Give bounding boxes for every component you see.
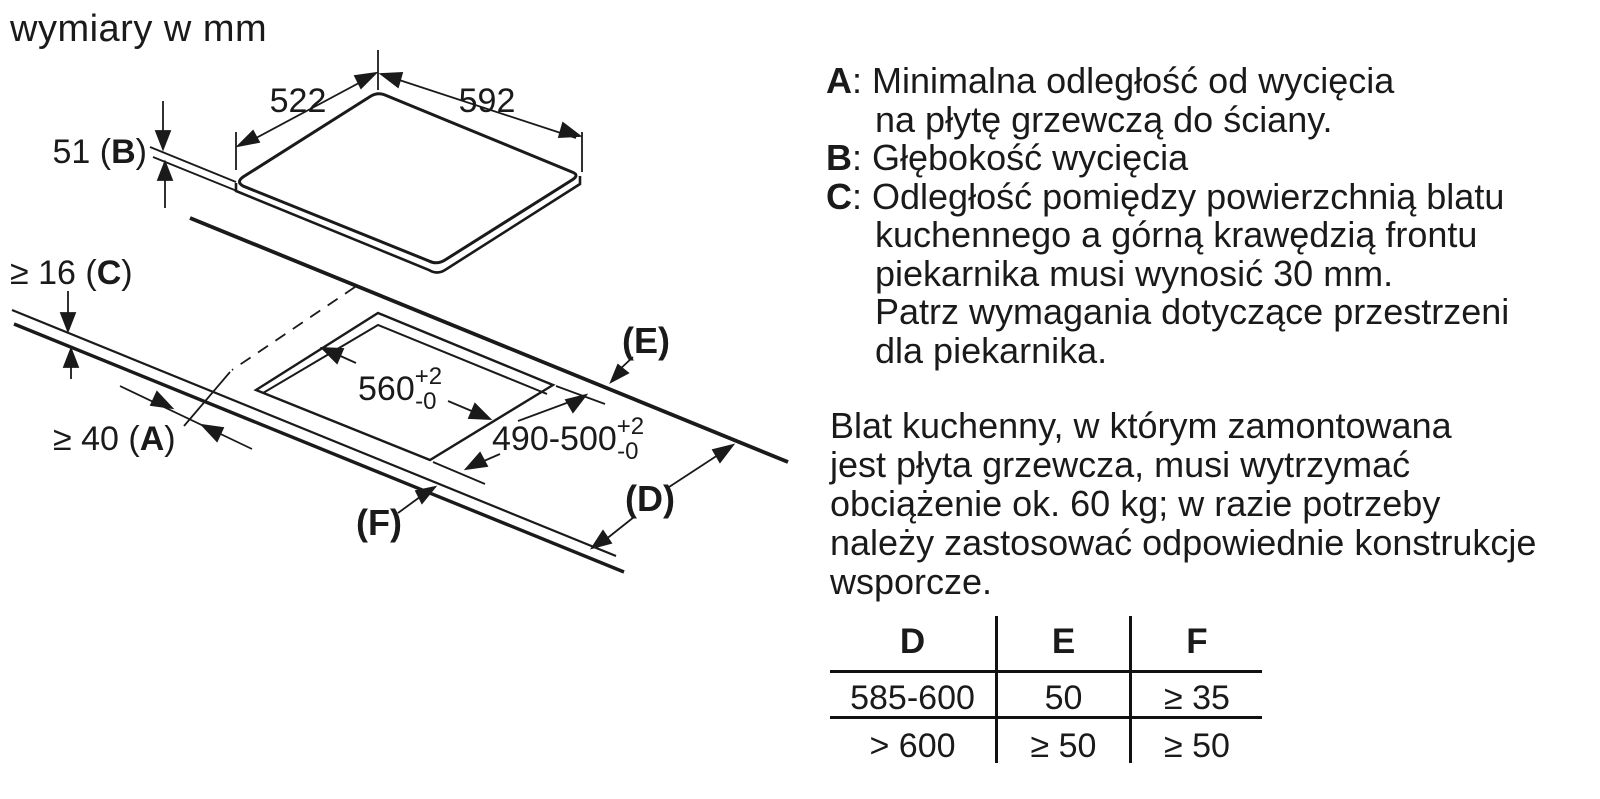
- def-table: [830, 616, 1262, 763]
- table-cell: > 600: [830, 719, 998, 763]
- dim-b-label: 51 (B): [52, 133, 147, 171]
- arrowhead: [238, 131, 259, 146]
- note-line: Blat kuchenny, w którym zamontowana: [830, 405, 1452, 446]
- arrowhead: [559, 123, 580, 137]
- note-line: wsporcze.: [830, 561, 993, 602]
- definition-b-letter: B: [826, 137, 852, 178]
- dim-522-label: 522: [269, 82, 327, 120]
- arrowhead: [64, 349, 78, 367]
- definition-a-text: : Minimalna odległość od wycięcia: [852, 60, 1395, 101]
- arrowhead: [566, 395, 586, 412]
- dim-a-label: ≥ 40 (A): [53, 420, 176, 458]
- table-cell: ≥ 35: [1132, 673, 1262, 719]
- arrowhead: [466, 453, 487, 469]
- definition-c-cont: piekarnika musi wynosić 30 mm.: [875, 252, 1394, 294]
- definition-a-letter: A: [826, 60, 852, 101]
- definition-a: [826, 62, 1509, 101]
- label-f: [356, 487, 435, 543]
- definition-b: [826, 139, 1509, 178]
- arrowhead: [592, 531, 611, 548]
- installation-diagram: [0, 0, 810, 620]
- arrowhead: [469, 404, 490, 419]
- dim-560: [322, 348, 490, 419]
- table-cell: 50: [998, 673, 1132, 719]
- arrowhead: [61, 313, 75, 331]
- dim-c-label: ≥ 16 (C): [10, 254, 133, 292]
- label-d-text: (D): [625, 478, 675, 519]
- definition-c-cont: kuchennego a górną krawędzią frontu: [875, 214, 1478, 255]
- leader-line: [448, 401, 474, 412]
- page-title: wymiary w mm: [10, 8, 268, 50]
- dim-560-label: $560^{+2}$ -0: [358, 363, 443, 415]
- projection-tick: [184, 372, 230, 426]
- table-cell: ≥ 50: [1164, 727, 1230, 765]
- definition-a-cont: na płytę grzewczą do ściany.: [875, 98, 1333, 140]
- note-line: należy zastosować odpowiednie konstrukcje: [830, 522, 1537, 563]
- definition-c-text: : Odległość pomiędzy powierzchnią blatu: [852, 175, 1505, 217]
- label-f-text: (F): [356, 502, 402, 543]
- dim-40-a: [53, 386, 252, 458]
- note-line: jest płyta grzewcza, musi wytrzymać: [830, 444, 1411, 485]
- arrowhead: [355, 73, 376, 88]
- label-e-text: (E): [622, 320, 670, 361]
- worktop-note: [830, 406, 1536, 601]
- note-line: obciążenie ok. 60 kg; w razie potrzeby: [830, 483, 1441, 524]
- table-header-f: F: [1132, 616, 1262, 673]
- arrowhead: [151, 392, 172, 408]
- label-d: [592, 445, 733, 548]
- arrowhead: [156, 131, 170, 149]
- dim-592-label: 592: [458, 82, 516, 120]
- arrowhead: [381, 73, 402, 87]
- table-cell: 585-600: [830, 673, 998, 719]
- table-header-e: E: [998, 616, 1132, 673]
- arrowhead: [202, 425, 223, 441]
- dim-51-b: [53, 101, 237, 208]
- leader-line: [605, 517, 634, 540]
- arrowhead: [611, 365, 628, 382]
- leader-line: [518, 401, 572, 421]
- definition-c-letter: C: [826, 175, 852, 217]
- legend-definitions: [826, 62, 1509, 370]
- definition-c: [826, 175, 1509, 217]
- table-header-d: D: [830, 616, 998, 673]
- definition-c-cont: Patrz wymagania dotyczące przestrzeni: [875, 291, 1510, 332]
- definition-b-text: : Głębokość wycięcia: [852, 137, 1189, 178]
- table-cell: ≥ 50: [998, 719, 1132, 763]
- arrowhead: [713, 445, 733, 462]
- label-e: [611, 320, 670, 382]
- dim-490-500: [433, 386, 644, 484]
- definition-c-cont: dla piekarnika.: [875, 329, 1108, 371]
- dim-490-500-label: $490-500^{+2}$ -0: [492, 413, 645, 465]
